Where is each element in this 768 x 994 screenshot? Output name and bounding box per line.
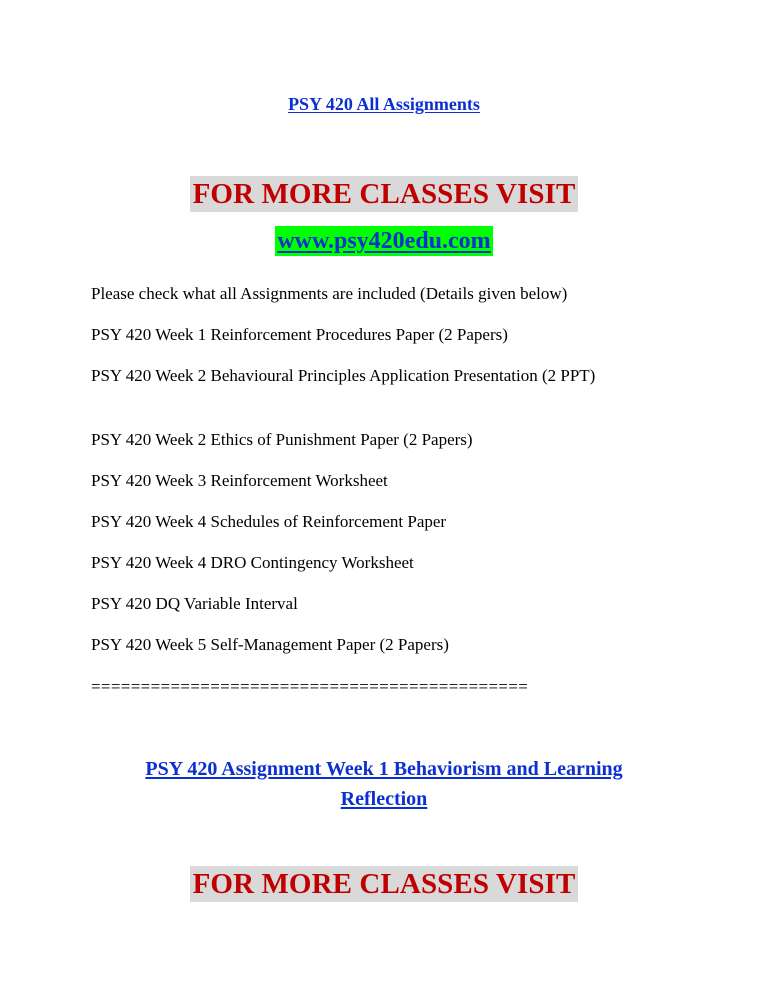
separator-line: ============================================ [91,677,529,696]
intro-text: Please check what all Assignments are included (Details given below) [91,284,568,303]
assignment-heading [0,754,768,814]
assignment-link-line-2[interactable]: Reflection [340,788,428,810]
visit-banner-text-2: FOR MORE CLASSES VISIT [190,866,579,902]
assignment-item-4: PSY 420 Week 3 Reinforcement Worksheet [91,471,388,490]
assignment-item-7: PSY 420 DQ Variable Interval [91,594,298,613]
visit-banner-text-1: FOR MORE CLASSES VISIT [190,176,579,212]
assignment-item-1: PSY 420 Week 1 Reinforcement Procedures Paper (2 Papers) [91,325,508,344]
title-heading [0,92,768,116]
url-line [0,226,768,256]
assignment-item-2: PSY 420 Week 2 Behavioural Principles Application Presentation (2 PPT) [91,366,596,385]
assignment-item-5: PSY 420 Week 4 Schedules of Reinforcement Paper [91,512,447,531]
assignment-item-6: PSY 420 Week 4 DRO Contingency Worksheet [91,553,414,572]
assignment-item-3: PSY 420 Week 2 Ethics of Punishment Paper (2 Papers) [91,430,473,449]
assignment-item-8: PSY 420 Week 5 Self-Management Paper (2 Papers) [91,635,449,654]
visit-banner-1 [0,176,768,212]
visit-banner-2 [0,866,768,902]
all-assignments-link[interactable]: PSY 420 All Assignments [288,94,480,114]
website-link[interactable]: www.psy420edu.com [277,228,491,254]
assignment-link-line-1[interactable]: PSY 420 Assignment Week 1 Behaviorism and Learning [145,758,623,780]
